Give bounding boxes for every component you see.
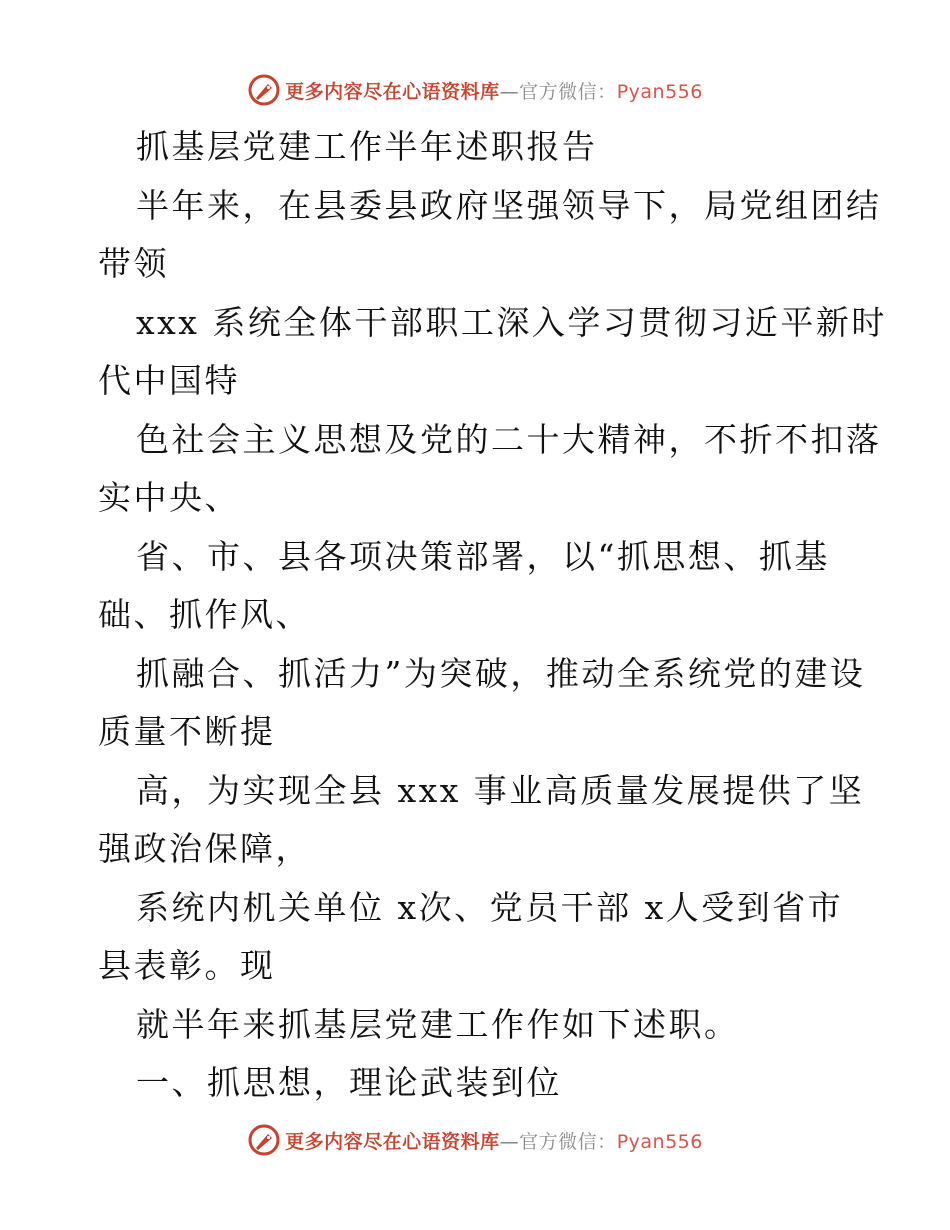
banner-brand-text: 更多内容尽在心语资料库 [285, 80, 500, 103]
paragraph-line: 系统内机关单位 x次、党员干部 x人受到省市 [136, 887, 844, 927]
pen-nib-logo-icon [247, 1123, 281, 1157]
banner-text [285, 77, 703, 104]
document-title: 抓基层党建工作半年述职报告 [136, 127, 598, 166]
banner-wechat-label: 官方微信： [519, 1130, 617, 1153]
paragraph-line: 色社会主义思想及党的二十大精神，不折不扣落 [136, 419, 882, 459]
paragraph-line: 县表彰。现 [98, 946, 276, 985]
paragraph-line: 高，为实现全县 xxx 事业高质量发展提供了坚 [136, 770, 865, 810]
banner-wechat-label: 官方微信： [519, 80, 617, 103]
paragraph-line: 抓融合、抓活力”为突破，推动全系统党的建设 [136, 653, 866, 693]
paragraph-line: 础、抓作风、 [98, 595, 311, 634]
header-banner [0, 70, 950, 110]
banner-wechat-id: Pyan556 [616, 1130, 703, 1153]
banner-wechat-id: Pyan556 [616, 80, 703, 103]
paragraph-line: xxx 系统全体干部职工深入学习贯彻习近平新时 [136, 302, 887, 342]
banner-brand-text: 更多内容尽在心语资料库 [285, 1130, 500, 1153]
banner-separator: — [499, 80, 520, 103]
paragraph-line: 半年来，在县委县政府坚强领导下，局党组团结 [136, 185, 882, 225]
paragraph-line: 带领 [98, 244, 169, 283]
pen-nib-logo-icon [247, 73, 281, 107]
document-body [98, 118, 887, 1113]
paragraph-line: 就半年来抓基层党建工作作如下述职。 [136, 1004, 740, 1044]
banner-text [285, 1127, 703, 1154]
paragraph-line: 代中国特 [98, 361, 240, 400]
paragraph-line: 省、市、县各项决策部署，以“抓思想、抓基 [136, 536, 830, 576]
paragraph-line: 一、抓思想，理论武装到位 [136, 1063, 562, 1102]
paragraph-line: 质量不断提 [98, 712, 276, 751]
footer-banner [0, 1120, 950, 1160]
paragraph-line: 强政治保障， [98, 829, 311, 868]
banner-separator: — [499, 1130, 520, 1153]
paragraph-line: 实中央、 [98, 478, 240, 517]
